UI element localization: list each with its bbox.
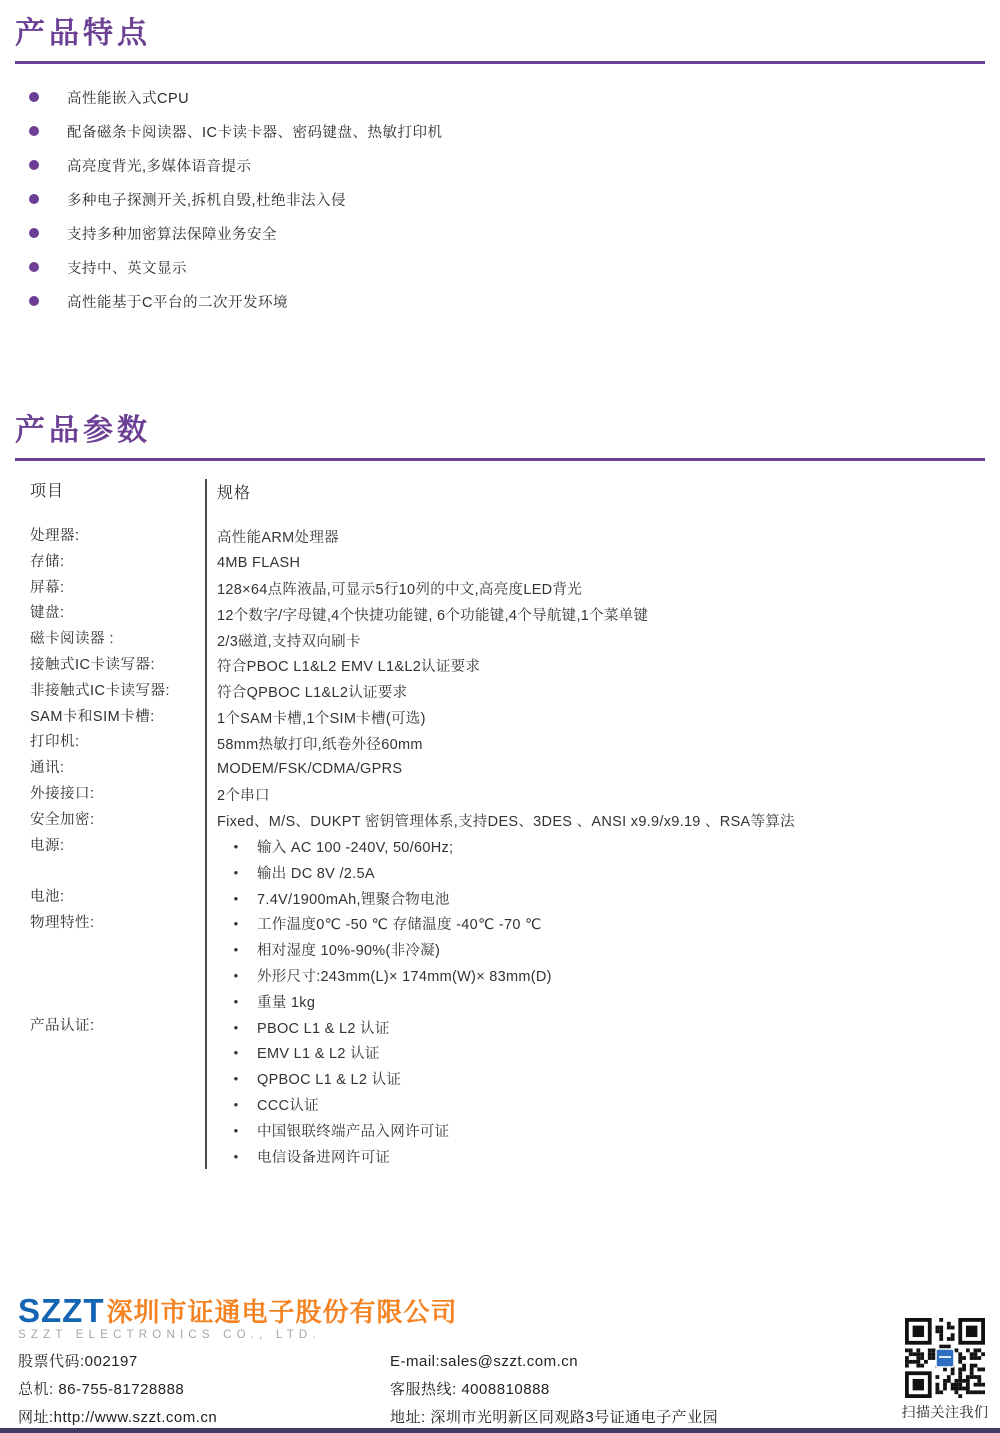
bullet-icon: • [233,1045,239,1061]
spec-text: 重量 1kg [257,994,316,1011]
spec-text: 输入 AC 100 -240V, 50/60Hz; [257,839,454,856]
spec-value [205,679,985,705]
feature-text: 高性能基于C平台的二次开发环境 [67,294,288,311]
spec-line [217,756,985,782]
footer-accent-bar [0,1428,1000,1433]
bullet-icon [29,126,39,136]
spec-value [205,524,985,550]
spec-text: QPBOC L1 & L2 认证 [257,1072,402,1089]
spec-label: 键盘: [30,605,65,622]
footer-line: 客服热线: 4008810888 [390,1381,550,1398]
company-name-cn: 深圳市证通电子股份有限公司 [106,1297,458,1327]
spec-label: 屏幕: [30,579,65,596]
spec-text: 2个串口 [217,788,270,805]
company-logo [18,1292,458,1341]
spec-label: 磁卡阅读器 : [30,631,115,648]
spec-label: 非接触式IC卡读写器: [30,682,171,699]
specs-col-item: 项目 [30,483,65,500]
spec-text: 符合PBOC L1&L2 EMV L1&L2认证要求 [217,659,481,676]
spec-line [217,1092,985,1118]
spec-line [217,859,985,885]
bullet-icon [29,160,39,170]
spec-row [30,885,985,911]
spec-text: CCC认证 [257,1097,319,1114]
spec-text: 4MB FLASH [217,554,301,571]
spec-line [217,988,985,1014]
spec-value [205,782,985,808]
qr-code-image [905,1318,985,1398]
spec-label: 物理特性: [30,914,95,931]
spec-value [205,885,985,911]
features-title: 产品特点 [15,8,985,64]
spec-line [217,576,985,602]
bullet-icon: • [233,916,239,932]
footer-line: 总机: 86-755-81728888 [18,1381,185,1398]
spec-label: 产品认证: [30,1018,95,1035]
specs-title: 产品参数 [15,405,985,461]
spec-line [217,550,985,576]
spec-row [30,679,985,705]
bullet-icon: • [233,1096,239,1112]
bullet-icon: • [233,838,239,854]
spec-text: 输出 DC 8V /2.5A [257,865,375,882]
spec-text: 高性能ARM处理器 [217,530,339,547]
spec-label: 外接接口: [30,785,95,802]
spec-value [205,705,985,731]
spec-text: Fixed、M/S、DUKPT 密钥管理体系,支持DES、3DES 、ANSI x9.9/x9.19 、RSA等算法 [217,814,795,831]
spec-label: 处理器: [30,528,80,544]
feature-item [15,80,985,114]
bullet-icon: • [233,890,239,906]
spec-line [217,1066,985,1092]
bullet-icon: • [233,864,239,880]
feature-text: 高亮度背光,多媒体语音提示 [67,158,252,175]
specs-header-row [30,479,985,524]
spec-row [30,1014,985,1169]
spec-text: MODEM/FSK/CDMA/GPRS [217,761,403,778]
spec-line [217,911,985,937]
footer-line: E-mail:sales@szzt.com.cn [390,1353,579,1370]
spec-value [205,1014,985,1169]
spec-value [205,756,985,782]
spec-line [217,524,985,550]
spec-value [205,576,985,602]
qr-caption: 扫描关注我们 [901,1404,989,1420]
feature-item [15,216,985,250]
spec-row [30,705,985,731]
logo-line [18,1292,458,1329]
feature-text: 支持多种加密算法保障业务安全 [67,226,277,243]
footer-contact-info [18,1348,880,1432]
spec-label: 接触式IC卡读写器: [30,656,156,673]
spec-label: 存储: [30,553,65,570]
spec-label: 电池: [30,889,65,906]
spec-text: 1个SAM卡槽,1个SIM卡槽(可选) [217,710,426,727]
spec-label: 打印机: [30,734,80,751]
bullet-icon [29,228,39,238]
spec-value [205,653,985,679]
spec-value [205,808,985,834]
bullet-icon [29,194,39,204]
features-list [15,80,985,318]
spec-row [30,834,985,886]
feature-item [15,284,985,318]
spec-text: 电信设备进网许可证 [257,1149,391,1166]
spec-text: 7.4V/1900mAh,锂聚合物电池 [257,891,450,908]
spec-text: PBOC L1 & L2 认证 [257,1020,390,1037]
feature-text: 高性能嵌入式CPU [67,90,190,107]
spec-line [217,808,985,834]
feature-item [15,250,985,284]
spec-text: EMV L1 & L2 认证 [257,1046,380,1063]
feature-text: 支持中、英文显示 [67,260,187,277]
spec-row [30,550,985,576]
feature-text: 多种电子探测开关,拆机自毁,杜绝非法入侵 [67,192,347,209]
footer-line: 地址: 深圳市光明新区同观路3号证通电子产业园 [390,1409,719,1426]
bullet-icon [29,262,39,272]
spec-value [205,627,985,653]
footer-left-column [18,1348,390,1432]
bullet-icon [29,296,39,306]
spec-line [217,1143,985,1169]
spec-row [30,808,985,834]
spec-value [205,550,985,576]
bullet-icon: • [233,967,239,983]
spec-row [30,524,985,550]
spec-text: 12个数字/字母键,4个快捷功能键, 6个功能键,4个导航键,1个菜单键 [217,607,649,624]
spec-row [30,576,985,602]
feature-item [15,114,985,148]
spec-line [217,705,985,731]
spec-value [205,601,985,627]
spec-row [30,601,985,627]
spec-text: 符合QPBOC L1&L2认证要求 [217,685,408,702]
spec-text: 中国银联终端产品入网许可证 [257,1123,450,1140]
features-section [15,8,985,318]
logo-szzt-text: SZZT [18,1292,105,1329]
spec-text: 58mm热敏打印,纸卷外径60mm [217,736,423,753]
specs-col-spec: 规格 [217,485,252,502]
spec-row [30,782,985,808]
spec-line [217,653,985,679]
bullet-icon: • [233,993,239,1009]
specs-section [15,405,985,1169]
spec-line [217,782,985,808]
spec-row [30,730,985,756]
spec-text: 128×64点阵液晶,可显示5行10列的中文,高亮度LED背光 [217,581,583,598]
specs-table [30,479,985,1169]
feature-text: 配备磁条卡阅读器、IC卡读卡器、密码键盘、热敏打印机 [67,124,443,141]
bullet-icon: • [233,1019,239,1035]
specs-table-body [30,524,985,1169]
spec-row [30,911,985,1014]
specs-col-spec-cell [205,479,985,524]
spec-row [30,756,985,782]
spec-text: 外形尺寸:243mm(L)× 174mm(W)× 83mm(D) [257,968,552,985]
spec-row [30,627,985,653]
spec-line [217,1014,985,1040]
company-name-en: SZZT ELECTRONICS CO., LTD. [18,1329,321,1341]
bullet-icon: • [233,1071,239,1087]
spec-text: 2/3磁道,支持双向刷卡 [217,633,361,650]
spec-line [217,1117,985,1143]
bullet-icon: • [233,1148,239,1164]
footer-line: 网址:http://www.szzt.com.cn [18,1409,218,1426]
spec-text: 工作温度0℃ -50 ℃ 存储温度 -40℃ -70 ℃ [257,917,542,934]
spec-value [205,834,985,886]
bullet-icon: • [233,942,239,958]
feature-item [15,148,985,182]
spec-label: 通讯: [30,760,65,777]
spec-value [205,730,985,756]
spec-line [217,834,985,860]
spec-label: 安全加密: [30,811,95,828]
spec-line [217,963,985,989]
spec-row [30,653,985,679]
spec-line [217,601,985,627]
spec-line [217,679,985,705]
spec-text: 相对湿度 10%-90%(非冷凝) [257,943,441,960]
feature-item [15,182,985,216]
spec-label: 电源: [30,837,65,854]
spec-line [217,627,985,653]
qr-code [905,1318,985,1398]
spec-line [217,885,985,911]
bullet-icon [29,92,39,102]
spec-line [217,1040,985,1066]
footer-line: 股票代码:002197 [18,1353,138,1370]
footer-right-column [390,1348,880,1432]
spec-value [205,911,985,1014]
spec-label: SAM卡和SIM卡槽: [30,708,155,725]
bullet-icon: • [233,1122,239,1138]
spec-line [217,937,985,963]
spec-line [217,730,985,756]
